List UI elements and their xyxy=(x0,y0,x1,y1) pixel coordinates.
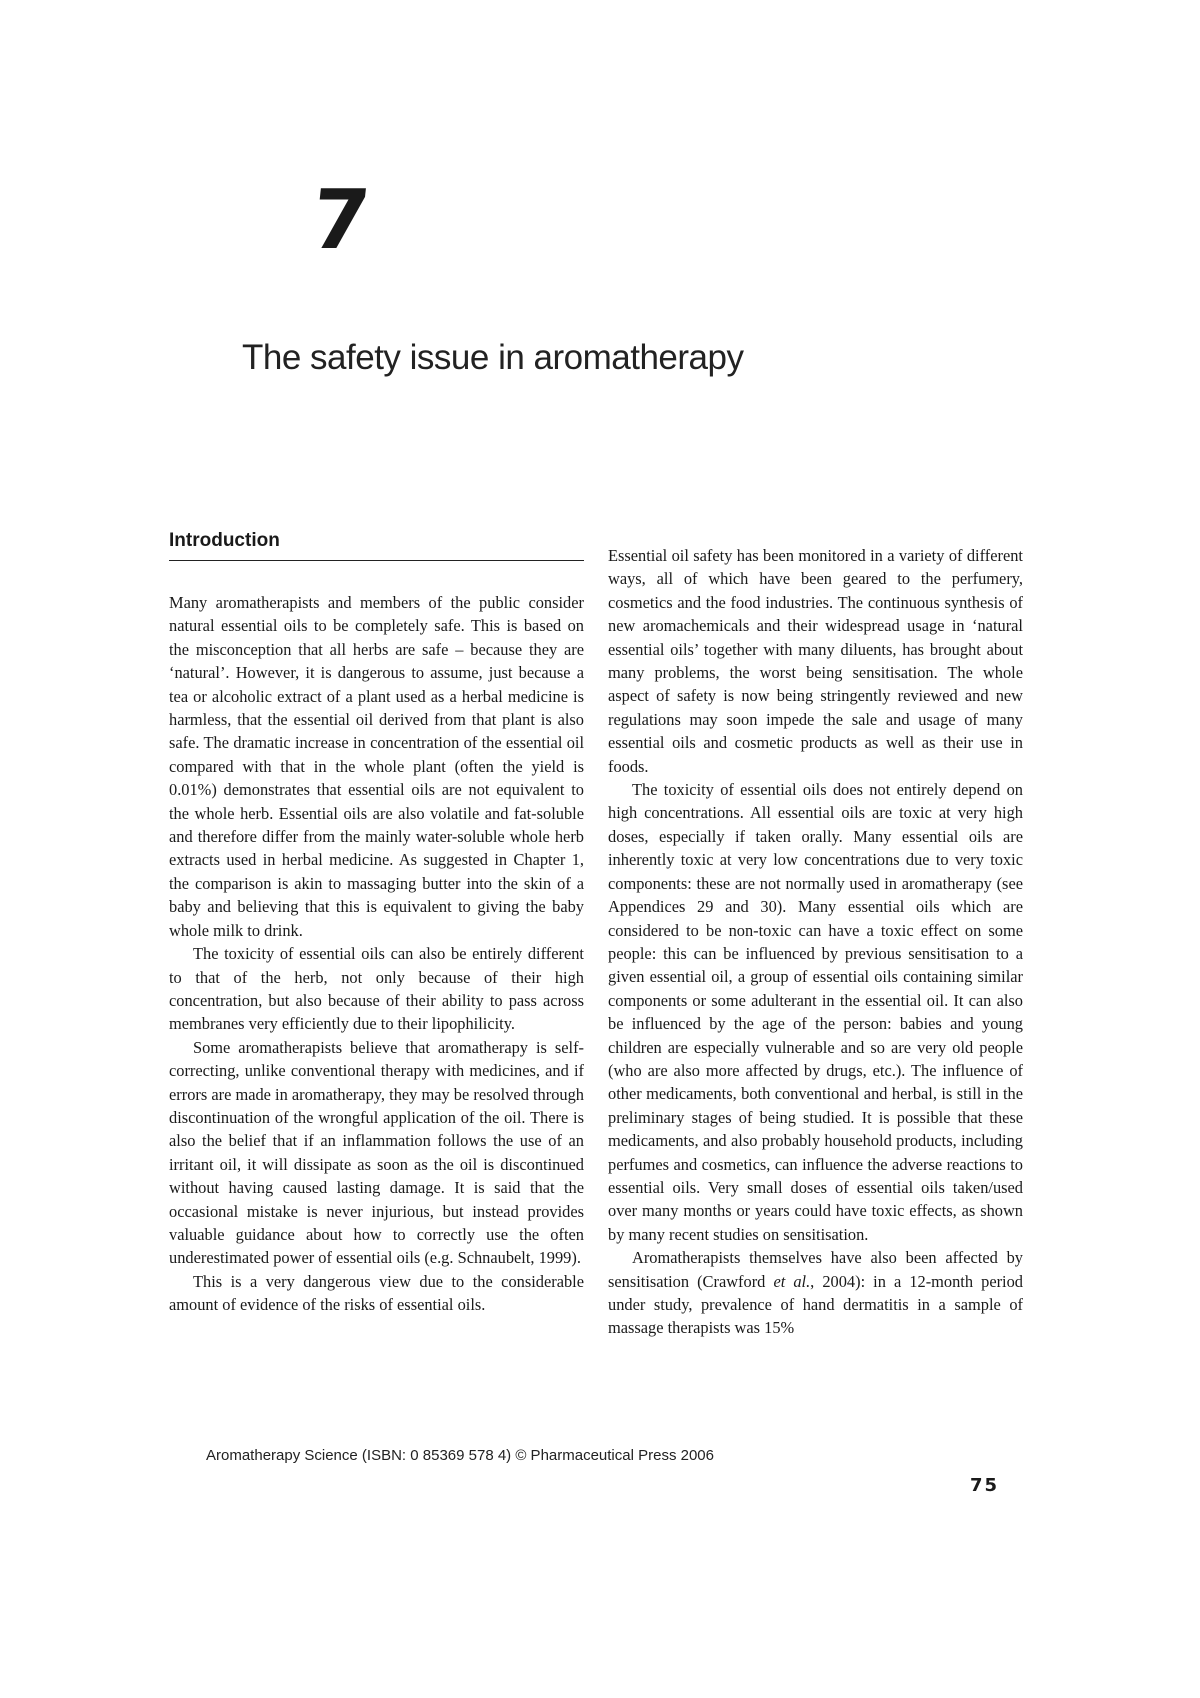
paragraph: Some aromatherapists believe that aromatherapy is self-correcting, unlike conventional therapy with medicines, and if errors are made in aromatherapy, they may be resolved through discontinuation of the wrongful application of the oil. There is also the belief that if an inflammation follows the use of an irritant oil, it will dissipate as soon as the oil is discontinued without having caused lasting damage. It is said that the occasional mistake is never injurious, but instead provides valuable guidance about how to correctly use the often underestimated power of essential oils (e.g. Schnaubelt, 1999). xyxy=(169,1037,584,1268)
paragraph: This is a very dangerous view due to the considerable amount of evidence of the risks of essential oils. xyxy=(169,1271,584,1315)
paragraph: The toxicity of essential oils can also be entirely different to that of the herb, not only because of their high concentration, but also because of their ability to pass across membranes very efficiently due to their lipophilicity. xyxy=(169,944,584,1034)
chapter-title: The safety issue in aromatherapy xyxy=(242,338,744,377)
left-column xyxy=(169,530,584,1317)
paragraph: The toxicity of essential oils does not entirely depend on high concentrations. All essential oils are toxic at very high doses, especially if taken orally. Many essential oils are inherently toxic at very low concentrations due to very toxic components: these are not normally used in aromatherapy (see Appendices 29 and 30). Many essential oils which are considered to be non-toxic can have a toxic effect on some people: this can be influenced by previous sensitisation to a given essential oil, a group of essential oils containing similar components or some adulterant in the essential oil. It can also be influenced by the age of the person: babies and young children are especially vulnerable and so are very old people (who are also more affected by drugs, etc.). The influence of other medicaments, both conventional and herbal, is still in the preliminary stages of being studied. It is possible that these medicaments, and also probably household products, including perfumes and cosmetics, can influence the adverse reactions to essential oils. Very small doses of essential oils taken/used over many months or years could have toxic effects, as shown by many recent studies on sensitisation. xyxy=(608,780,1023,1244)
citation-text-before: Aromatherapists themselves have also been affected by sensitisation (Crawford xyxy=(608,1248,1023,1291)
heading-gap xyxy=(169,561,584,591)
paragraph: Many aromatherapists and members of the public consider natural essential oils to be completely safe. This is based on the misconception that all herbs are safe – because they are ‘natural’. However, it is dangerous to assume, just because a tea or alcoholic extract of a plant used as a herbal medicine is harmless, that the essential oil derived from that plant is also safe. The dramatic increase in concentration of the essential oil compared with that in the whole plant (often the yield is 0.01%) demonstrates that essential oils are not equivalent to the whole herb. Essential oils are also volatile and fat-soluble and therefore differ from the mainly water-soluble whole herb extracts used in herbal medicine. As suggested in Chapter 1, the comparison is akin to massaging butter into the skin of a baby and believing that this is equivalent to giving the baby whole milk to drink. xyxy=(169,593,584,940)
paragraph: Essential oil safety has been monitored in a variety of different ways, all of which have been geared to the perfumery, cosmetics and the food industries. The continuous synthesis of new aromachemicals and their widespread usage in ‘natural essential oils’ together with many diluents, has brought about many problems, the worst being sensitisation. The whole aspect of safety is now being stringently reviewed and new regulations may soon impede the sale and usage of many essential oils and cosmetic products as well as their use in foods. xyxy=(608,546,1023,776)
paragraph-with-citation xyxy=(608,1246,1023,1340)
chapter-number: 7 xyxy=(307,173,375,268)
citation-text-after: , 2004): in a 12-month period under study, prevalence of hand dermatitis in a sample of massage therapists was 15% xyxy=(608,1271,1023,1338)
right-column xyxy=(608,544,1023,1340)
citation-italic: et al. xyxy=(773,1271,811,1291)
copyright-footer: Aromatherapy Science (ISBN: 0 85369 578 4) © Pharmaceutical Press 2006 xyxy=(206,1447,714,1464)
page-number: 75 xyxy=(970,1475,1000,1496)
section-heading-introduction: Introduction xyxy=(169,530,584,561)
